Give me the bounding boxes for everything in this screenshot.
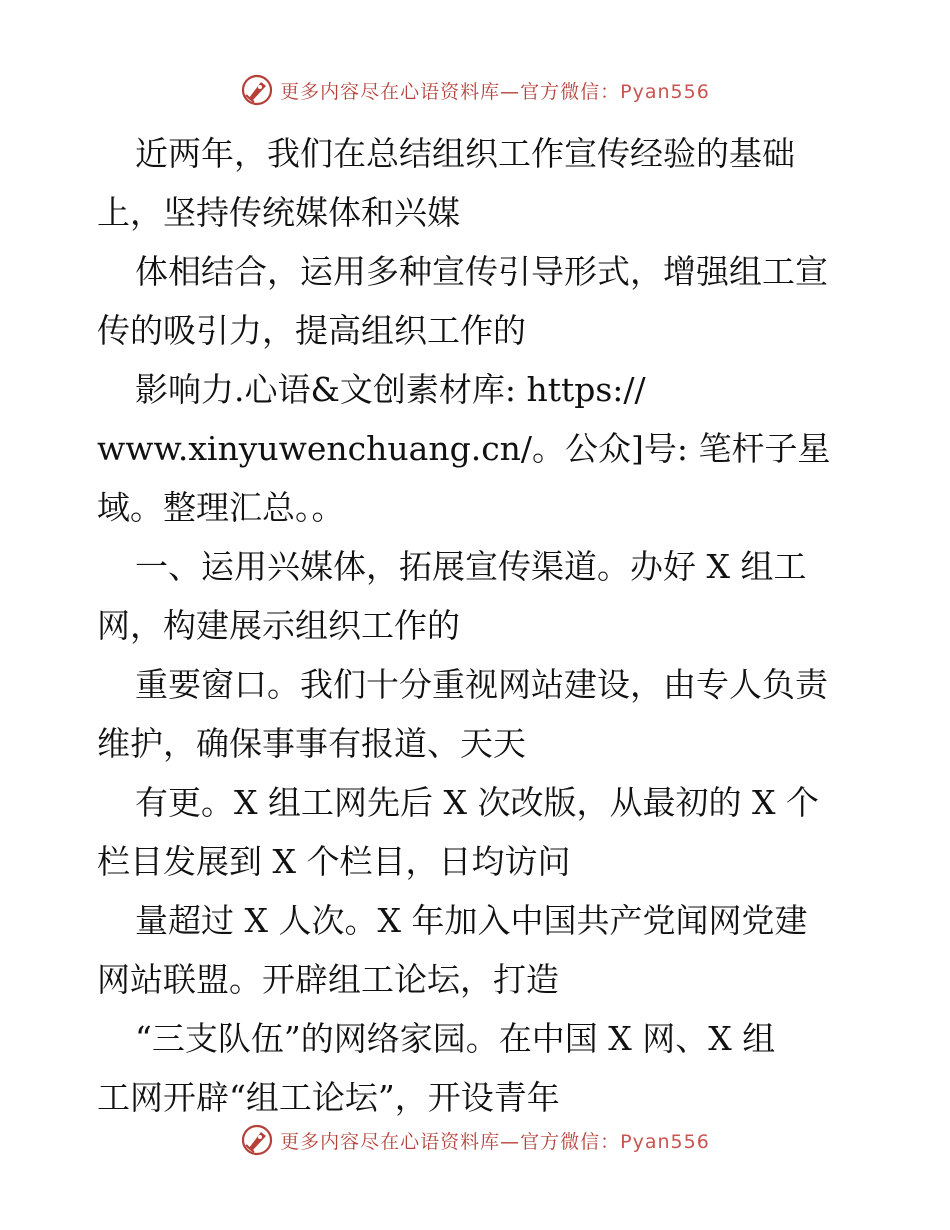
pen-nib-logo-icon [240,1123,274,1157]
text-line: 一、运用兴媒体，拓展宣传渠道。办好 X 组工 [135,547,807,586]
text-line: 维护，确保事事有报道、天天 [97,724,526,763]
text-line: 网站联盟。开辟组工论坛，打造 [97,960,559,999]
text-line: 网，构建展示组织工作的 [97,606,460,645]
pen-nib-logo-icon [240,73,274,107]
watermark-text: 更多内容尽在心语资料库—官方微信：Pyan556 [280,80,710,103]
text-line: “三支队伍”的网络家园。在中国 X 网、X 组 [135,1019,776,1058]
watermark-text: 更多内容尽在心语资料库—官方微信：Pyan556 [280,1130,710,1153]
wechat-handle: Pyan556 [620,1130,710,1153]
text-line: 近两年，我们在总结组织工作宣传经验的基础 [135,134,795,173]
document-body [97,124,867,1127]
text-line: 上，坚持传统媒体和兴媒 [97,193,460,232]
text-line: 工网开辟“组工论坛”，开设青年 [97,1078,560,1117]
text-line: 有更。X 组工网先后 X 次改版，从最初的 X 个 [135,783,819,822]
text-line: www.xinyuwenchuang.cn/。公众]号: 笔杆子星 [97,429,831,468]
footer-watermark-banner [0,1120,950,1160]
wechat-handle: Pyan556 [620,80,710,103]
text-line: 影响力.心语&文创素材库: https:// [135,370,646,409]
text-line: 传的吸引力，提高组织工作的 [97,311,526,350]
text-line: 域。整理汇总。。 [97,488,345,527]
text-line: 栏目发展到 X 个栏目，日均访问 [97,842,571,881]
text-line: 体相结合，运用多种宣传引导形式，增强组工宣 [135,252,828,291]
header-watermark-banner [0,70,950,110]
text-line: 重要窗口。我们十分重视网站建设，由专人负责 [135,665,828,704]
text-line: 量超过 X 人次。X 年加入中国共产党闻网党建 [135,901,808,940]
